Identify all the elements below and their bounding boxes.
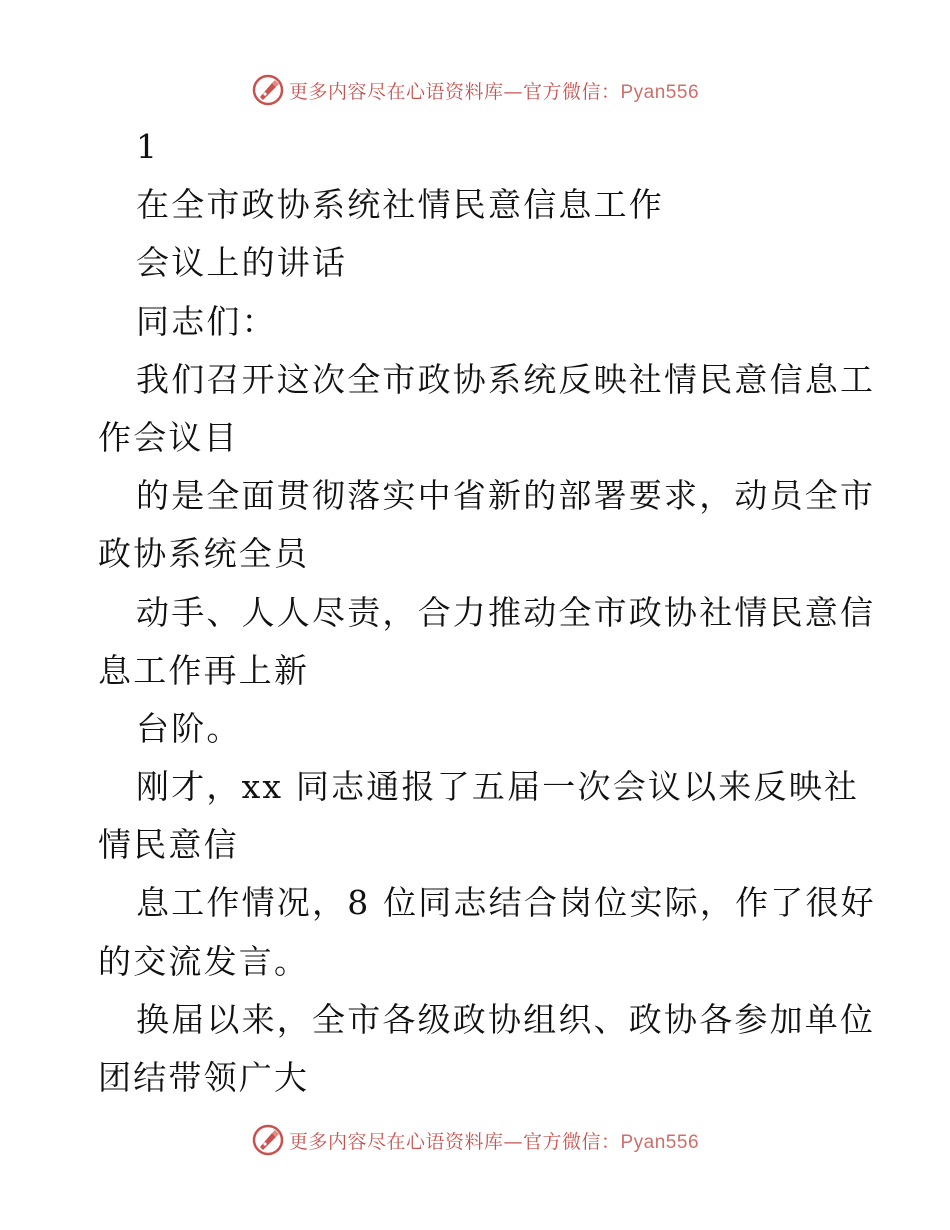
paragraph-line: 作会议目 xyxy=(98,417,239,457)
paragraph-line: 团结带领广大 xyxy=(98,1058,310,1097)
paragraph-line: 换届以来，全市各级政协组织、政协各参加单位 xyxy=(136,999,876,1039)
paragraph-line: 的交流发言。 xyxy=(98,941,310,981)
paragraph-line: 刚才，xx 同志通报了五届一次会议以来反映社 xyxy=(136,767,860,807)
header-watermark xyxy=(0,70,950,110)
paragraph-line: 我们召开这次全市政协系统反映社情民意信息工 xyxy=(136,359,876,399)
watermark-separator: — xyxy=(503,1130,523,1153)
title-line-2: 会议上的讲话 xyxy=(136,243,348,283)
salutation: 同志们： xyxy=(136,301,277,341)
watermark-text xyxy=(289,77,699,104)
watermark-site-text: 更多内容尽在心语资料库 xyxy=(288,1130,504,1153)
document-body xyxy=(98,118,876,1107)
paragraph-line: 台阶。 xyxy=(136,708,242,748)
watermark-site-text: 更多内容尽在心语资料库 xyxy=(288,80,504,103)
watermark-wechat-id: Pyan556 xyxy=(620,81,700,103)
paragraph-line: 息工作情况，8 位同志结合岗位实际，作了很好 xyxy=(136,883,876,923)
title-line-1: 在全市政协系统社情民意信息工作 xyxy=(136,185,664,225)
paragraph-line: 动手、人人尽责，合力推动全市政协社情民意信 xyxy=(136,592,876,632)
paragraph-line: 的是全面贯彻落实中省新的部署要求，动员全市 xyxy=(136,476,876,516)
paragraph-line: 情民意信 xyxy=(98,825,239,865)
watermark-text xyxy=(289,1127,699,1154)
watermark-wechat-label: 官方微信： xyxy=(522,1130,621,1153)
paragraph-line: 政协系统全员 xyxy=(98,534,310,574)
watermark-separator: — xyxy=(503,80,523,103)
footer-watermark xyxy=(0,1120,950,1160)
pen-nib-logo-icon xyxy=(251,1123,285,1157)
paragraph-line: 息工作再上新 xyxy=(98,650,310,690)
pen-nib-logo-icon xyxy=(251,73,285,107)
watermark-wechat-id: Pyan556 xyxy=(620,1131,700,1153)
watermark-wechat-label: 官方微信： xyxy=(522,80,621,103)
page-number: 1 xyxy=(136,127,160,166)
